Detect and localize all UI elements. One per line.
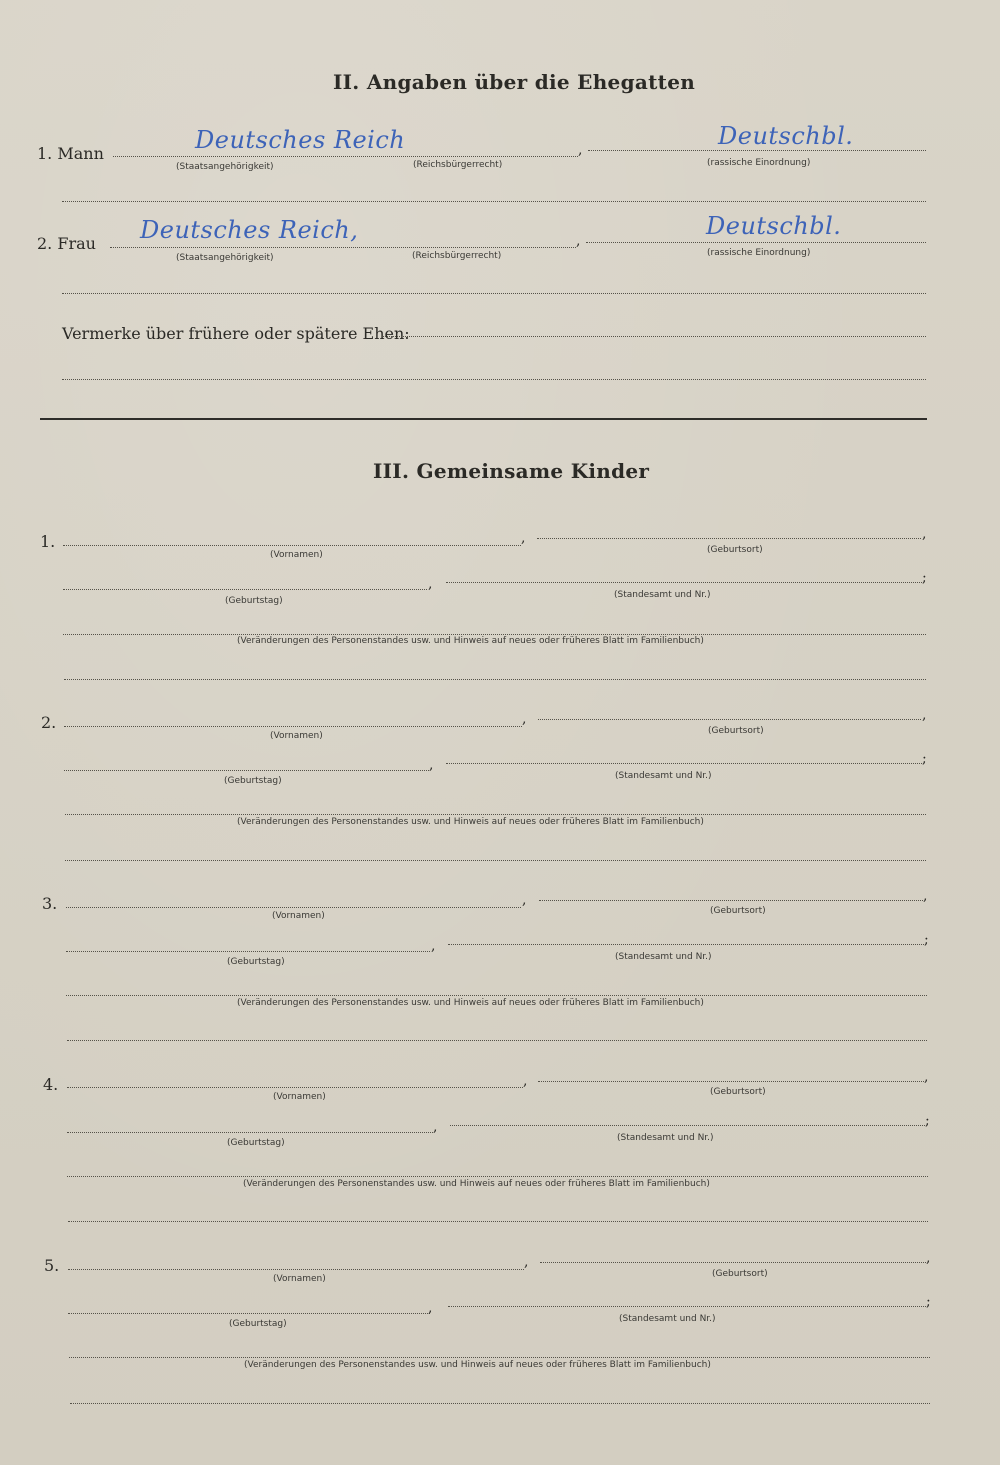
marriage-notes-line-1[interactable] [382, 336, 926, 337]
child-number: 5. [44, 1256, 60, 1275]
caption-standesamt: (Standesamt und Nr.) [615, 771, 712, 781]
husband-citizenship-handwriting: Deutsches Reich [195, 126, 406, 154]
wife-extra-line[interactable] [62, 293, 926, 294]
caption-geburtstag: (Geburtstag) [227, 957, 285, 967]
child-5-birthday-line[interactable] [68, 1313, 430, 1314]
child-4-birthplace-line[interactable] [538, 1081, 924, 1082]
caption-reichsbuergerrecht: (Reichsbürgerrecht) [413, 160, 503, 170]
child-4-first-names-line[interactable] [67, 1087, 523, 1088]
child-5-first-names-line[interactable] [68, 1269, 524, 1270]
comma: , [523, 1073, 528, 1089]
child-3-registry-line[interactable] [448, 944, 924, 945]
comma: , [522, 892, 527, 908]
caption-vornamen: (Vornamen) [273, 1274, 326, 1284]
husband-citizenship-line[interactable] [113, 156, 578, 157]
husband-race-line[interactable] [588, 150, 926, 151]
semicolon: ; [926, 1294, 931, 1310]
comma: , [922, 526, 927, 542]
child-4-registry-line[interactable] [450, 1125, 925, 1126]
child-1-registry-line[interactable] [446, 582, 922, 583]
child-5-registry-line[interactable] [448, 1306, 926, 1307]
child-4-changes-line[interactable] [67, 1176, 928, 1177]
wife-race-handwriting: Deutschbl. [706, 212, 842, 240]
child-5-birthplace-line[interactable] [540, 1262, 926, 1263]
child-5-changes-line[interactable] [69, 1357, 930, 1358]
wife-citizenship-line[interactable] [110, 247, 576, 248]
comma: , [922, 707, 927, 723]
comma: , [926, 1250, 931, 1266]
child-1-birthplace-line[interactable] [537, 538, 921, 539]
comma: , [522, 711, 527, 727]
child-2-birthday-line[interactable] [64, 770, 429, 771]
child-5-extra-line[interactable] [70, 1403, 930, 1404]
husband-extra-line[interactable] [62, 201, 926, 202]
comma: , [428, 576, 433, 592]
comma: , [524, 1254, 529, 1270]
comma: , [923, 888, 928, 904]
caption-geburtsort: (Geburtsort) [710, 1087, 766, 1097]
comma: , [429, 757, 434, 773]
semicolon: ; [922, 751, 927, 767]
child-3-birthplace-line[interactable] [539, 900, 923, 901]
husband-label: 1. Mann [37, 144, 104, 163]
child-1-first-names-line[interactable] [63, 545, 521, 546]
child-number: 2. [41, 713, 57, 732]
child-2-birthplace-line[interactable] [538, 719, 921, 720]
caption-vornamen: (Vornamen) [272, 911, 325, 921]
caption-vornamen: (Vornamen) [270, 550, 323, 560]
semicolon: ; [922, 570, 927, 586]
child-3-extra-line[interactable] [67, 1040, 927, 1041]
caption-staatsangehoerigkeit: (Staatsangehörigkeit) [176, 253, 274, 263]
caption-geburtsort: (Geburtsort) [712, 1269, 768, 1279]
caption-veraenderungen: (Veränderungen des Personenstandes usw. und Hinweis auf neues oder früheres Blatt im Familienbuch) [243, 1179, 710, 1189]
caption-geburtstag: (Geburtstag) [227, 1138, 285, 1148]
caption-geburtsort: (Geburtsort) [710, 906, 766, 916]
comma: , [576, 233, 581, 249]
section-3-title: III. Gemeinsame Kinder [373, 459, 650, 483]
section-divider [40, 418, 927, 420]
husband-race-handwriting: Deutschbl. [718, 122, 854, 150]
caption-geburtsort: (Geburtsort) [708, 726, 764, 736]
child-number: 1. [40, 532, 56, 551]
caption-geburtsort: (Geburtsort) [707, 545, 763, 555]
marriage-notes-line-2[interactable] [62, 379, 926, 380]
child-number: 4. [43, 1075, 59, 1094]
caption-geburtstag: (Geburtstag) [224, 776, 282, 786]
semicolon: ; [925, 1113, 930, 1129]
caption-vornamen: (Vornamen) [273, 1092, 326, 1102]
caption-veraenderungen: (Veränderungen des Personenstandes usw. und Hinweis auf neues oder früheres Blatt im Familienbuch) [244, 1360, 711, 1370]
caption-veraenderungen: (Veränderungen des Personenstandes usw. und Hinweis auf neues oder früheres Blatt im Familienbuch) [237, 998, 704, 1008]
caption-standesamt: (Standesamt und Nr.) [617, 1133, 714, 1143]
child-1-extra-line[interactable] [64, 679, 926, 680]
caption-staatsangehoerigkeit: (Staatsangehörigkeit) [176, 162, 274, 172]
comma: , [428, 1300, 433, 1316]
child-2-extra-line[interactable] [65, 860, 926, 861]
caption-rassische-einordnung: (rassische Einordnung) [707, 248, 811, 258]
wife-race-line[interactable] [586, 242, 926, 243]
comma: , [431, 938, 436, 954]
caption-reichsbuergerrecht: (Reichsbürgerrecht) [412, 251, 502, 261]
child-3-birthday-line[interactable] [66, 951, 430, 952]
child-2-changes-line[interactable] [65, 814, 926, 815]
caption-veraenderungen: (Veränderungen des Personenstandes usw. und Hinweis auf neues oder früheres Blatt im Familienbuch) [237, 817, 704, 827]
caption-veraenderungen: (Veränderungen des Personenstandes usw. und Hinweis auf neues oder früheres Blatt im Familienbuch) [237, 636, 704, 646]
comma: , [433, 1119, 438, 1135]
section-2-title: II. Angaben über die Ehegatten [333, 70, 696, 94]
child-1-birthday-line[interactable] [63, 589, 427, 590]
child-1-changes-line[interactable] [63, 634, 926, 635]
wife-label: 2. Frau [37, 234, 96, 253]
comma: , [924, 1069, 929, 1085]
caption-standesamt: (Standesamt und Nr.) [614, 590, 711, 600]
wife-citizenship-handwriting: Deutsches Reich, [140, 216, 359, 244]
marriage-notes-label: Vermerke über frühere oder spätere Ehen: [62, 324, 410, 343]
child-4-extra-line[interactable] [68, 1221, 928, 1222]
child-3-first-names-line[interactable] [66, 907, 521, 908]
child-4-birthday-line[interactable] [67, 1132, 433, 1133]
caption-rassische-einordnung: (rassische Einordnung) [707, 158, 811, 168]
caption-geburtstag: (Geburtstag) [229, 1319, 287, 1329]
child-2-registry-line[interactable] [446, 763, 922, 764]
child-number: 3. [42, 894, 58, 913]
child-2-first-names-line[interactable] [64, 726, 522, 727]
semicolon: ; [924, 932, 929, 948]
comma: , [521, 530, 526, 546]
caption-standesamt: (Standesamt und Nr.) [615, 952, 712, 962]
caption-geburtstag: (Geburtstag) [225, 596, 283, 606]
caption-vornamen: (Vornamen) [270, 731, 323, 741]
comma: , [578, 142, 583, 158]
child-3-changes-line[interactable] [66, 995, 927, 996]
caption-standesamt: (Standesamt und Nr.) [619, 1314, 716, 1324]
